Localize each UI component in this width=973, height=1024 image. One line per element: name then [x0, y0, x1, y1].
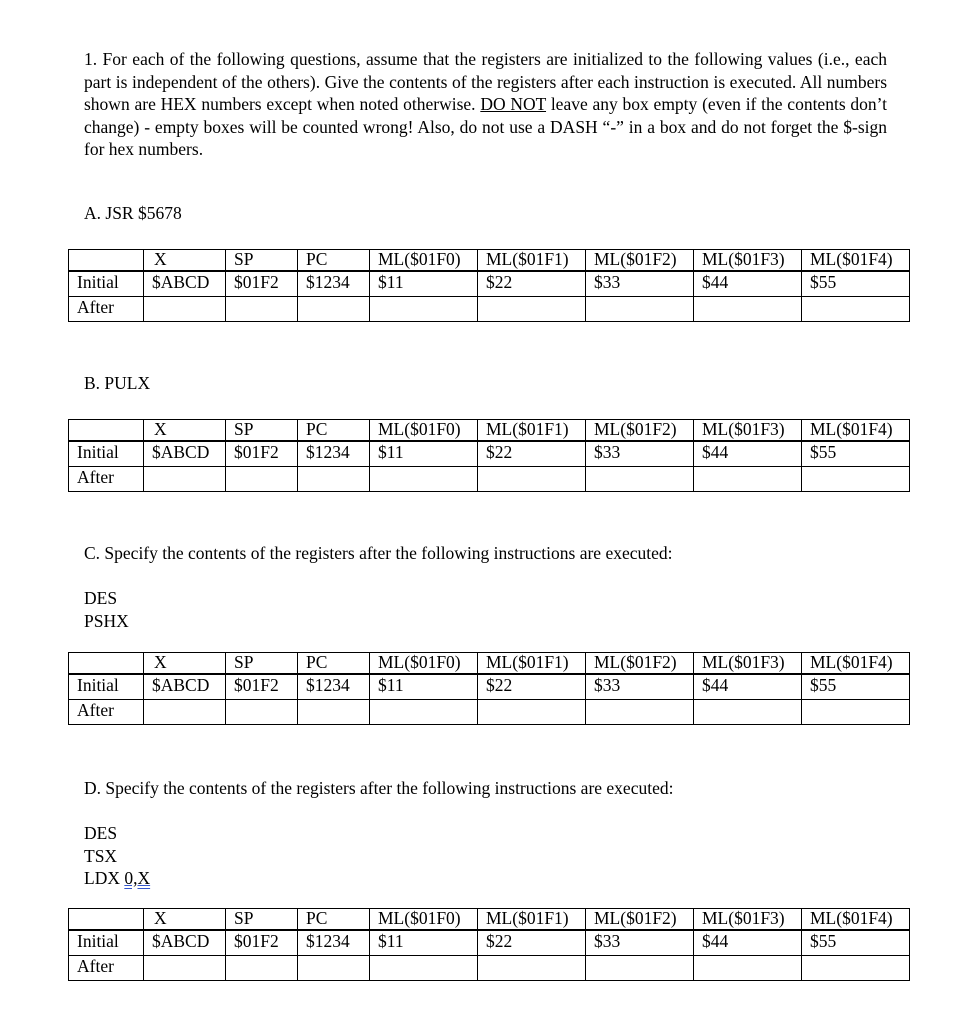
section-d-instructions: [84, 822, 150, 890]
initial-ml-01f0: $11: [370, 271, 478, 297]
after-pc-box[interactable]: [298, 956, 370, 981]
initial-pc: $1234: [298, 674, 370, 700]
row-label-initial: Initial: [69, 930, 144, 956]
after-pc-box[interactable]: [298, 297, 370, 322]
section-c-label: C. Specify the contents of the registers after the following instructions are executed:: [84, 543, 673, 563]
header-sp: SP: [226, 420, 298, 442]
intro-text-part2: leave any box empty (even if the contents don’t change) - empty boxes will be counted wrong! Also, do not use a DASH “-” in a box and do not forget the $-sign for hex numbers.: [84, 94, 888, 160]
initial-ml-01f0: $11: [370, 930, 478, 956]
header-x: X: [144, 250, 226, 272]
section-c-instructions: [84, 587, 129, 632]
intro-text-part1: 1. For each of the following questions, assume that the registers are initialized to the following values (i.e., each part is independent of the others). Give the contents of the registers after each instruction is executed. All numbers shown are HEX numbers except when noted otherwise.: [84, 49, 887, 115]
after-ml-01f3-box[interactable]: [694, 467, 802, 492]
instruction-line: TSX: [84, 845, 118, 866]
initial-x: $ABCD: [144, 271, 226, 297]
initial-ml-01f4: $55: [802, 271, 910, 297]
section-a-label: A. JSR $5678: [84, 203, 182, 223]
header-ml-01f4: ML($01F4): [802, 250, 910, 272]
initial-ml-01f3: $44: [694, 271, 802, 297]
initial-x: $ABCD: [144, 674, 226, 700]
register-table-b: [68, 419, 910, 492]
initial-ml-01f3: $44: [694, 441, 802, 467]
initial-row: [69, 271, 910, 297]
header-pc: PC: [298, 653, 370, 675]
after-ml-01f0-box[interactable]: [370, 467, 478, 492]
instruction-operand: 0,X: [124, 868, 151, 889]
initial-sp: $01F2: [226, 441, 298, 467]
after-sp-box[interactable]: [226, 297, 298, 322]
register-table-d: [68, 908, 910, 981]
header-ml-01f3: ML($01F3): [694, 250, 802, 272]
initial-ml-01f4: $55: [802, 441, 910, 467]
after-ml-01f3-box[interactable]: [694, 700, 802, 725]
after-ml-01f4-box[interactable]: [802, 700, 910, 725]
header-sp: SP: [226, 250, 298, 272]
header-pc: PC: [298, 909, 370, 931]
after-ml-01f0-box[interactable]: [370, 297, 478, 322]
instruction-line: PSHX: [84, 610, 129, 631]
after-ml-01f1-box[interactable]: [478, 467, 586, 492]
header-ml-01f1: ML($01F1): [478, 420, 586, 442]
header-sp: SP: [226, 909, 298, 931]
row-label-after: After: [69, 467, 144, 492]
initial-ml-01f2: $33: [586, 674, 694, 700]
header-x: X: [144, 653, 226, 675]
initial-sp: $01F2: [226, 674, 298, 700]
after-row: [69, 467, 910, 492]
header-ml-01f2: ML($01F2): [586, 653, 694, 675]
row-label-after: After: [69, 297, 144, 322]
initial-ml-01f3: $44: [694, 930, 802, 956]
initial-ml-01f1: $22: [478, 674, 586, 700]
after-ml-01f1-box[interactable]: [478, 956, 586, 981]
after-ml-01f0-box[interactable]: [370, 700, 478, 725]
after-ml-01f2-box[interactable]: [586, 297, 694, 322]
do-not-emphasis: DO NOT: [480, 94, 547, 115]
initial-ml-01f0: $11: [370, 674, 478, 700]
initial-ml-01f4: $55: [802, 674, 910, 700]
after-row: [69, 297, 910, 322]
after-pc-box[interactable]: [298, 700, 370, 725]
initial-x: $ABCD: [144, 930, 226, 956]
header-ml-01f0: ML($01F0): [370, 420, 478, 442]
header-ml-01f3: ML($01F3): [694, 653, 802, 675]
after-ml-01f3-box[interactable]: [694, 297, 802, 322]
after-sp-box[interactable]: [226, 467, 298, 492]
table-header-row: [69, 909, 910, 931]
after-pc-box[interactable]: [298, 467, 370, 492]
section-d-label: D. Specify the contents of the registers after the following instructions are executed:: [84, 778, 674, 798]
row-label-initial: Initial: [69, 271, 144, 297]
initial-ml-01f2: $33: [586, 271, 694, 297]
row-label-initial: Initial: [69, 441, 144, 467]
initial-ml-01f2: $33: [586, 930, 694, 956]
initial-ml-01f1: $22: [478, 441, 586, 467]
header-pc: PC: [298, 420, 370, 442]
instructions-paragraph: [84, 48, 887, 161]
header-blank: [69, 420, 144, 442]
initial-ml-01f3: $44: [694, 674, 802, 700]
after-ml-01f4-box[interactable]: [802, 956, 910, 981]
header-blank: [69, 653, 144, 675]
initial-pc: $1234: [298, 441, 370, 467]
header-ml-01f1: ML($01F1): [478, 909, 586, 931]
header-x: X: [144, 420, 226, 442]
table-header-row: [69, 653, 910, 675]
after-ml-01f4-box[interactable]: [802, 467, 910, 492]
initial-row: [69, 930, 910, 956]
header-ml-01f3: ML($01F3): [694, 420, 802, 442]
header-ml-01f0: ML($01F0): [370, 909, 478, 931]
after-ml-01f1-box[interactable]: [478, 700, 586, 725]
header-ml-01f0: ML($01F0): [370, 653, 478, 675]
table-header-row: [69, 420, 910, 442]
after-x-box[interactable]: [144, 956, 226, 981]
after-ml-01f2-box[interactable]: [586, 956, 694, 981]
after-x-box[interactable]: [144, 467, 226, 492]
after-x-box[interactable]: [144, 700, 226, 725]
row-label-after: After: [69, 700, 144, 725]
header-sp: SP: [226, 653, 298, 675]
header-ml-01f2: ML($01F2): [586, 250, 694, 272]
instruction-line: DES: [84, 823, 118, 843]
instruction-mnemonic: LDX: [84, 868, 120, 889]
after-x-box[interactable]: [144, 297, 226, 322]
after-ml-01f1-box[interactable]: [478, 297, 586, 322]
register-table-a: [68, 249, 910, 322]
header-ml-01f2: ML($01F2): [586, 909, 694, 931]
header-ml-01f0: ML($01F0): [370, 250, 478, 272]
initial-pc: $1234: [298, 930, 370, 956]
after-row: [69, 956, 910, 981]
header-ml-01f3: ML($01F3): [694, 909, 802, 931]
initial-pc: $1234: [298, 271, 370, 297]
initial-ml-01f1: $22: [478, 271, 586, 297]
after-sp-box[interactable]: [226, 956, 298, 981]
header-ml-01f4: ML($01F4): [802, 653, 910, 675]
table-header-row: [69, 250, 910, 272]
after-ml-01f3-box[interactable]: [694, 956, 802, 981]
after-ml-01f2-box[interactable]: [586, 467, 694, 492]
header-pc: PC: [298, 250, 370, 272]
header-x: X: [144, 909, 226, 931]
initial-sp: $01F2: [226, 271, 298, 297]
initial-row: [69, 674, 910, 700]
initial-x: $ABCD: [144, 441, 226, 467]
header-ml-01f1: ML($01F1): [478, 250, 586, 272]
initial-ml-01f0: $11: [370, 441, 478, 467]
initial-row: [69, 441, 910, 467]
row-label-after: After: [69, 956, 144, 981]
register-table-c: [68, 652, 910, 725]
header-ml-01f2: ML($01F2): [586, 420, 694, 442]
header-ml-01f1: ML($01F1): [478, 653, 586, 675]
initial-ml-01f1: $22: [478, 930, 586, 956]
instruction-line: DES: [84, 588, 118, 608]
after-ml-01f0-box[interactable]: [370, 956, 478, 981]
header-blank: [69, 909, 144, 931]
after-row: [69, 700, 910, 725]
header-ml-01f4: ML($01F4): [802, 909, 910, 931]
row-label-initial: Initial: [69, 674, 144, 700]
instruction-line: [84, 867, 150, 890]
section-b-label: B. PULX: [84, 373, 151, 393]
header-blank: [69, 250, 144, 272]
initial-ml-01f2: $33: [586, 441, 694, 467]
initial-ml-01f4: $55: [802, 930, 910, 956]
after-sp-box[interactable]: [226, 700, 298, 725]
header-ml-01f4: ML($01F4): [802, 420, 910, 442]
after-ml-01f2-box[interactable]: [586, 700, 694, 725]
initial-sp: $01F2: [226, 930, 298, 956]
after-ml-01f4-box[interactable]: [802, 297, 910, 322]
